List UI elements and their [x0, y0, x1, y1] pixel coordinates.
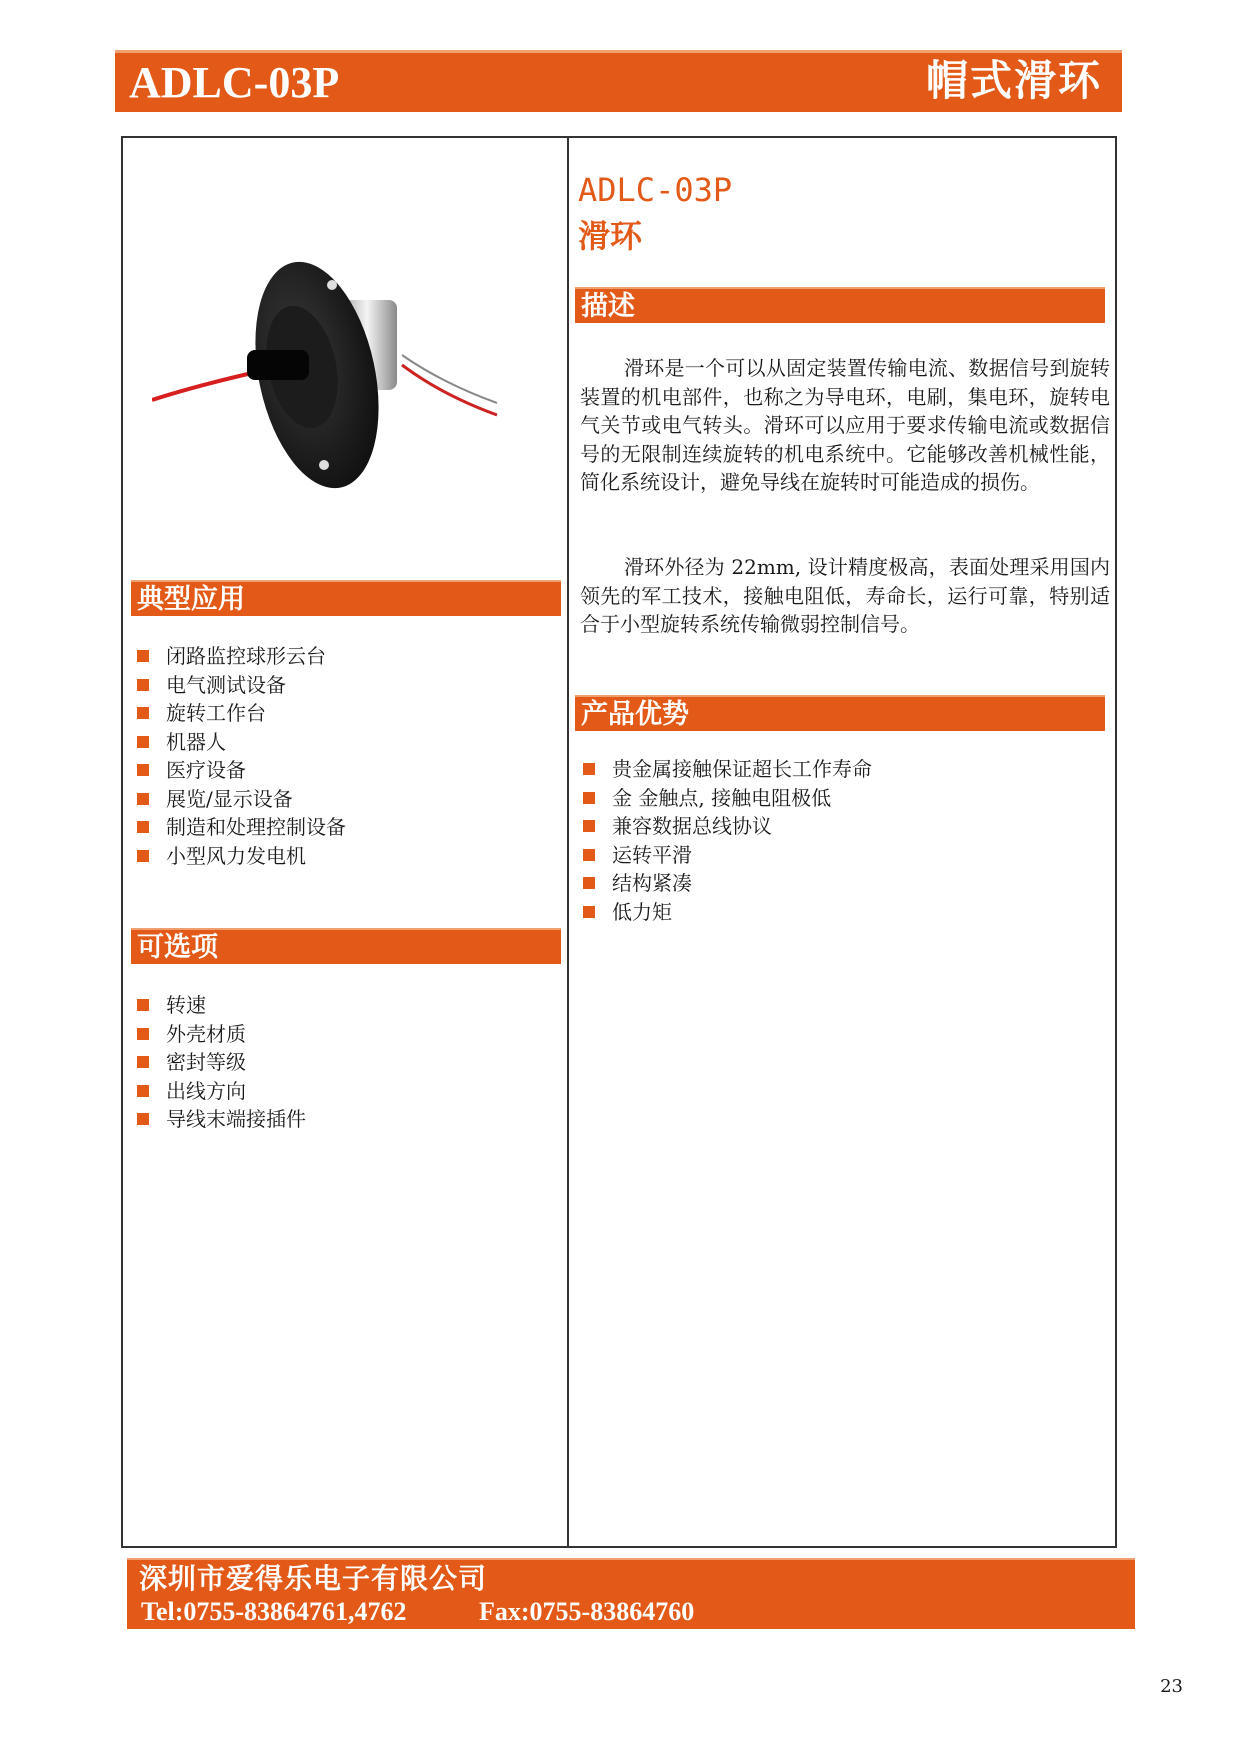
list-item: 转速	[134, 991, 306, 1020]
bullet-square-icon	[137, 679, 149, 691]
bullet-square-icon	[137, 793, 149, 805]
list-item: 外壳材质	[134, 1020, 306, 1049]
bullet-square-icon	[137, 821, 149, 833]
footer-bar	[127, 1558, 1135, 1629]
company-name: 深圳市爱得乐电子有限公司	[139, 1562, 488, 1595]
slip-ring-product-image	[152, 255, 512, 490]
bullet-square-icon	[137, 1113, 149, 1125]
list-item: 展览/显示设备	[134, 785, 346, 814]
list-item: 运转平滑	[580, 841, 872, 870]
bullet-square-icon	[583, 792, 595, 804]
bullet-square-icon	[583, 820, 595, 832]
description-header: 描述	[575, 287, 1105, 323]
bullet-square-icon	[137, 764, 149, 776]
list-item: 制造和处理控制设备	[134, 813, 346, 842]
list-item: 闭路监控球形云台	[134, 642, 346, 671]
bullet-square-icon	[583, 906, 595, 918]
list-item: 金 金触点, 接触电阻极低	[580, 784, 872, 813]
bullet-square-icon	[137, 650, 149, 662]
options-list	[134, 991, 306, 1134]
list-item: 密封等级	[134, 1048, 306, 1077]
bullet-square-icon	[137, 736, 149, 748]
description-paragraph-2: 滑环外径为 22mm, 设计精度极高，表面处理采用国内领先的军工技术，接触电阻低，寿命长，运行可靠，特别适合于小型旋转系统传输微弱控制信号。	[580, 555, 1110, 636]
telephone: Tel:0755-83864761,4762	[141, 1597, 407, 1626]
list-item: 兼容数据总线协议	[580, 812, 872, 841]
bullet-square-icon	[137, 1028, 149, 1040]
list-item: 低力矩	[580, 898, 872, 927]
applications-list	[134, 642, 346, 870]
fax: Fax:0755-83864760	[479, 1597, 695, 1626]
description-paragraph-1: 滑环是一个可以从固定装置传输电流、数据信号到旋转装置的机电部件，也称之为导电环，电刷，集电环，旋转电气关节或电气转头。滑环可以应用于要求传输电流或数据信号的无限制连续旋转的机电系统中。它能够改善机械性能，简化系统设计，避免导线在旋转时可能造成的损伤。	[580, 356, 1110, 494]
bullet-square-icon	[137, 707, 149, 719]
column-divider	[567, 136, 569, 1548]
bullet-square-icon	[137, 1056, 149, 1068]
advantages-list	[580, 755, 872, 926]
bullet-square-icon	[583, 763, 595, 775]
list-item: 旋转工作台	[134, 699, 346, 728]
bullet-square-icon	[583, 849, 595, 861]
list-item: 机器人	[134, 728, 346, 757]
product-name: 滑环	[578, 217, 643, 255]
category-title: 帽式滑环	[925, 56, 1102, 105]
list-item: 结构紧凑	[580, 869, 872, 898]
list-item: 贵金属接触保证超长工作寿命	[580, 755, 872, 784]
title-bar	[115, 50, 1122, 112]
page-number: 23	[1160, 1676, 1183, 1697]
list-item: 电气测试设备	[134, 671, 346, 700]
bullet-square-icon	[583, 877, 595, 889]
list-item: 出线方向	[134, 1077, 306, 1106]
options-header: 可选项	[131, 928, 561, 964]
list-item: 医疗设备	[134, 756, 346, 785]
advantages-header: 产品优势	[575, 695, 1105, 731]
list-item: 小型风力发电机	[134, 842, 346, 871]
product-model: ADLC-03P	[578, 171, 733, 209]
model-title: ADLC-03P	[129, 58, 340, 107]
bullet-square-icon	[137, 850, 149, 862]
list-item: 导线末端接插件	[134, 1105, 306, 1134]
bullet-square-icon	[137, 999, 149, 1011]
applications-header: 典型应用	[131, 580, 561, 616]
bullet-square-icon	[137, 1085, 149, 1097]
